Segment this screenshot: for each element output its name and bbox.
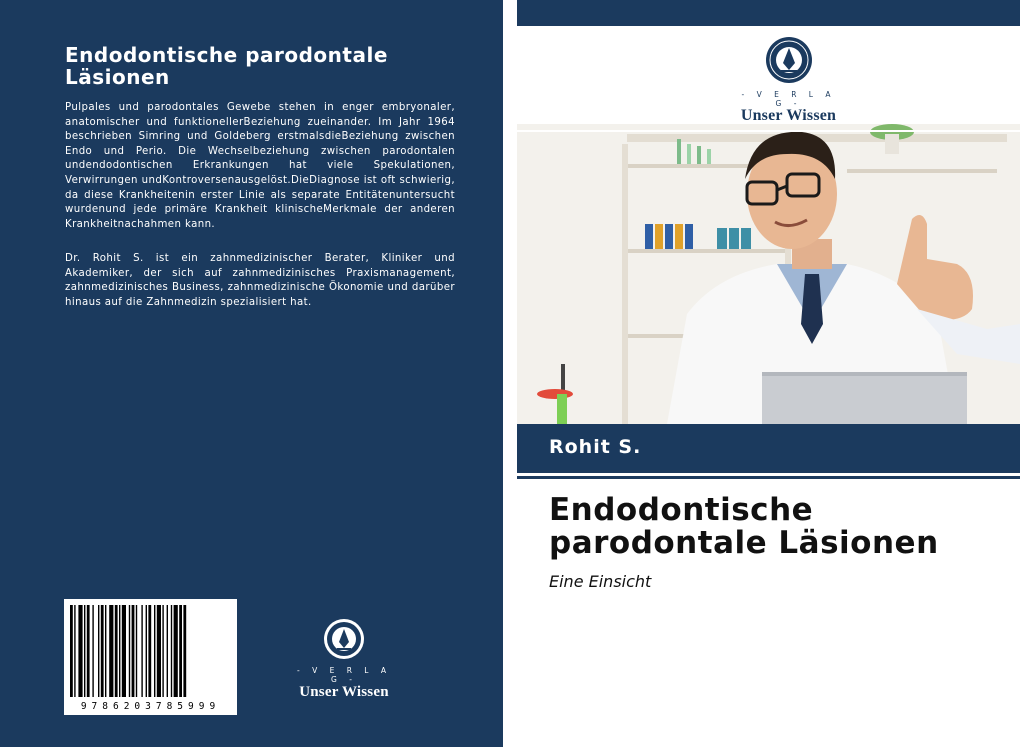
- publisher-name: Unser Wissen: [299, 684, 389, 700]
- publisher-verlag-label: - V E R L A G -: [741, 90, 836, 108]
- book-title: Endodontische parodontale Läsionen: [549, 492, 939, 561]
- barcode-bar: [179, 605, 182, 697]
- barcode-bar: [119, 605, 120, 697]
- publisher-seal-icon: [765, 36, 813, 84]
- back-title: Endodontische parodontale Läsionen: [65, 43, 388, 89]
- barcode-bar: [122, 605, 126, 697]
- author-name: Rohit S.: [549, 436, 642, 458]
- barcode-bar: [154, 605, 155, 697]
- title-divider: [517, 476, 1020, 479]
- back-blurb: Pulpales und parodontales Gewebe stehen in enger embryonaler, anatomischer und funktionellerBeziehung zueinander. Im Jahr 1964 beschrieben Simring und Goldeberg erstmalsdieBeziehung zwischen Endo und Perio. Die Wechselbeziehung zwischen parodontalen undendodontischen Erkrankungen hat viele Spekulationen, Verwirrungen undKontroversenausgelöst.DieDiagnose ist oft schwierig, da diese Krankheitenin erster Linie als separate Entitätenuntersucht wurdenund jede primäre Krankheit klinischeMerkmale der anderen Krankheitnachahmen kann.: [65, 102, 455, 230]
- book-subtitle: Eine Einsicht: [549, 572, 652, 591]
- barcode-bars: [64, 599, 237, 701]
- barcode-bar: [136, 605, 137, 697]
- doctor-photo: [517, 124, 1020, 424]
- barcode-bar: [70, 605, 73, 697]
- barcode-bar: [78, 605, 82, 697]
- barcode-bar: [101, 605, 104, 697]
- barcode-bar: [87, 605, 90, 697]
- barcode-bar: [167, 605, 168, 697]
- barcode-bar: [171, 605, 172, 697]
- publisher-verlag-label: - V E R L A G -: [296, 666, 392, 684]
- front-cover: [517, 0, 1020, 747]
- isbn-number: 9786203785999: [80, 701, 221, 712]
- barcode-bar: [183, 605, 186, 697]
- back-cover: [0, 0, 503, 747]
- spine: [503, 0, 517, 747]
- author-bio: Dr. Rohit S. ist ein zahnmedizinischer Berater, Kliniker und Akademiker, der sich auf zahnmedizinisches Praxismanagement, zahnmedizinisches Business, zahnmedizinische Ökonomie und darüber hinaus auf die Zahnmedizin spezialisiert hat.: [65, 253, 455, 308]
- front-top-bar: [517, 0, 1020, 26]
- author-bar: [517, 424, 1020, 473]
- barcode-bar: [129, 605, 130, 697]
- barcode-bar: [84, 605, 85, 697]
- barcode-bar: [92, 605, 93, 697]
- barcode-bar: [105, 605, 106, 697]
- photo-divider: [517, 130, 1020, 132]
- barcode-bar: [162, 605, 163, 697]
- barcode-bar: [148, 605, 151, 697]
- barcode-bar: [98, 605, 99, 697]
- barcode-bar: [174, 605, 178, 697]
- barcode-bar: [146, 605, 147, 697]
- barcode-bar: [157, 605, 161, 697]
- barcode-bar: [74, 605, 75, 697]
- publisher-seal-icon: [323, 618, 365, 660]
- publisher-logo-back: [292, 618, 396, 700]
- publisher-logo-front: [734, 36, 843, 124]
- barcode-bar: [141, 605, 142, 697]
- cover-photo: [517, 124, 1020, 424]
- barcode-bar: [115, 605, 118, 697]
- barcode-bar: [109, 605, 113, 697]
- isbn-barcode: [64, 599, 237, 715]
- publisher-name: Unser Wissen: [740, 107, 837, 124]
- barcode-bar: [132, 605, 135, 697]
